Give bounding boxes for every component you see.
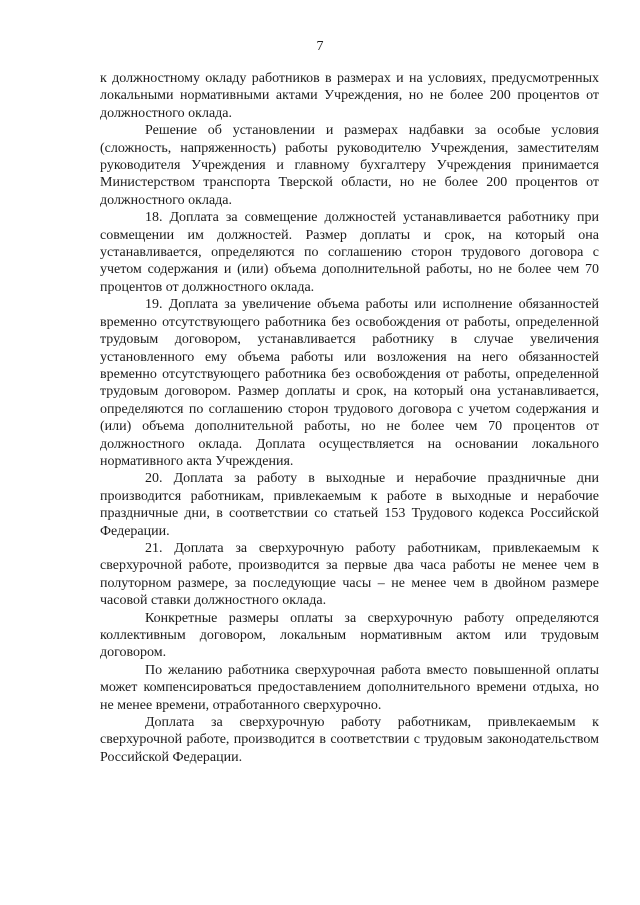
paragraph-21-legislation: Доплата за сверхурочную работу работникам, привлекаемым к сверхурочной работе, производится в соответствии с трудовым законодательством Российской Федерации. <box>100 715 599 765</box>
paragraph-18: 18. Доплата за совмещение должностей устанавливается работнику при совмещении им должностей. Размер доплаты и срок, на который она устанавливается, определяются по соглашению сторон трудового договора с учетом содержания и (или) объема дополнительной работы, но не более чем 70 процентов от должностного оклада. <box>100 210 599 295</box>
paragraph-19: 19. Доплата за увеличение объема работы или исполнение обязанностей временно отсутствующего работника без освобождения от работы, определенной трудовым договором, устанавливается работнику в случае увеличения установленного ему объема работы или возложения на него обязанностей временно отсутствующего работника без освобождения от работы, определенной трудовым договором. Размер доплаты и срок, на который она устанавливается, определяются по соглашению сторон трудового договора с учетом содержания и (или) объема дополнительной работы, но не более чем 70 процентов от должностного оклада. Доплата осуществляется на основании локального нормативного акта Учреждения. <box>100 297 599 469</box>
paragraph-2: Решение об установлении и размерах надбавки за особые условия (сложность, напряженность) работы руководителю Учреждения, заместителям руководителя Учреждения и главному бухгалтеру Учреждения принимается Министерством транспорта Тверской области, но не более 200 процентов от должностного оклада. <box>100 123 599 208</box>
document-body <box>100 70 599 766</box>
paragraph-1: к должностному окладу работников в размерах и на условиях, предусмотренных локальными нормативными актами Учреждения, но не более 200 процентов от должностного оклада. <box>100 71 599 121</box>
page-number: 7 <box>316 39 324 54</box>
paragraph-21-compensation: По желанию работника сверхурочная работа вместо повышенной оплаты может компенсироваться предоставлением дополнительного времени отдыха, но не менее времени, отработанного сверхурочно. <box>100 662 599 713</box>
paragraph-21: 21. Доплата за сверхурочную работу работникам, привлекаемым к сверхурочной работе, производится за первые два часа работы не менее чем в полуторном размере, за последующие часы – не менее чем в двойном размере часовой ставки должностного оклада. <box>100 540 599 609</box>
paragraph-20: 20. Доплата за работу в выходные и нерабочие праздничные дни производится работникам, привлекаемым к работе в выходные и нерабочие праздничные дни, в соответствии со статьей 153 Трудового кодекса Российской Федерации. <box>100 471 599 539</box>
paragraph-21-amounts: Конкретные размеры оплаты за сверхурочную работу определяются коллективным договором, локальным нормативным актом или трудовым договором. <box>100 610 599 661</box>
